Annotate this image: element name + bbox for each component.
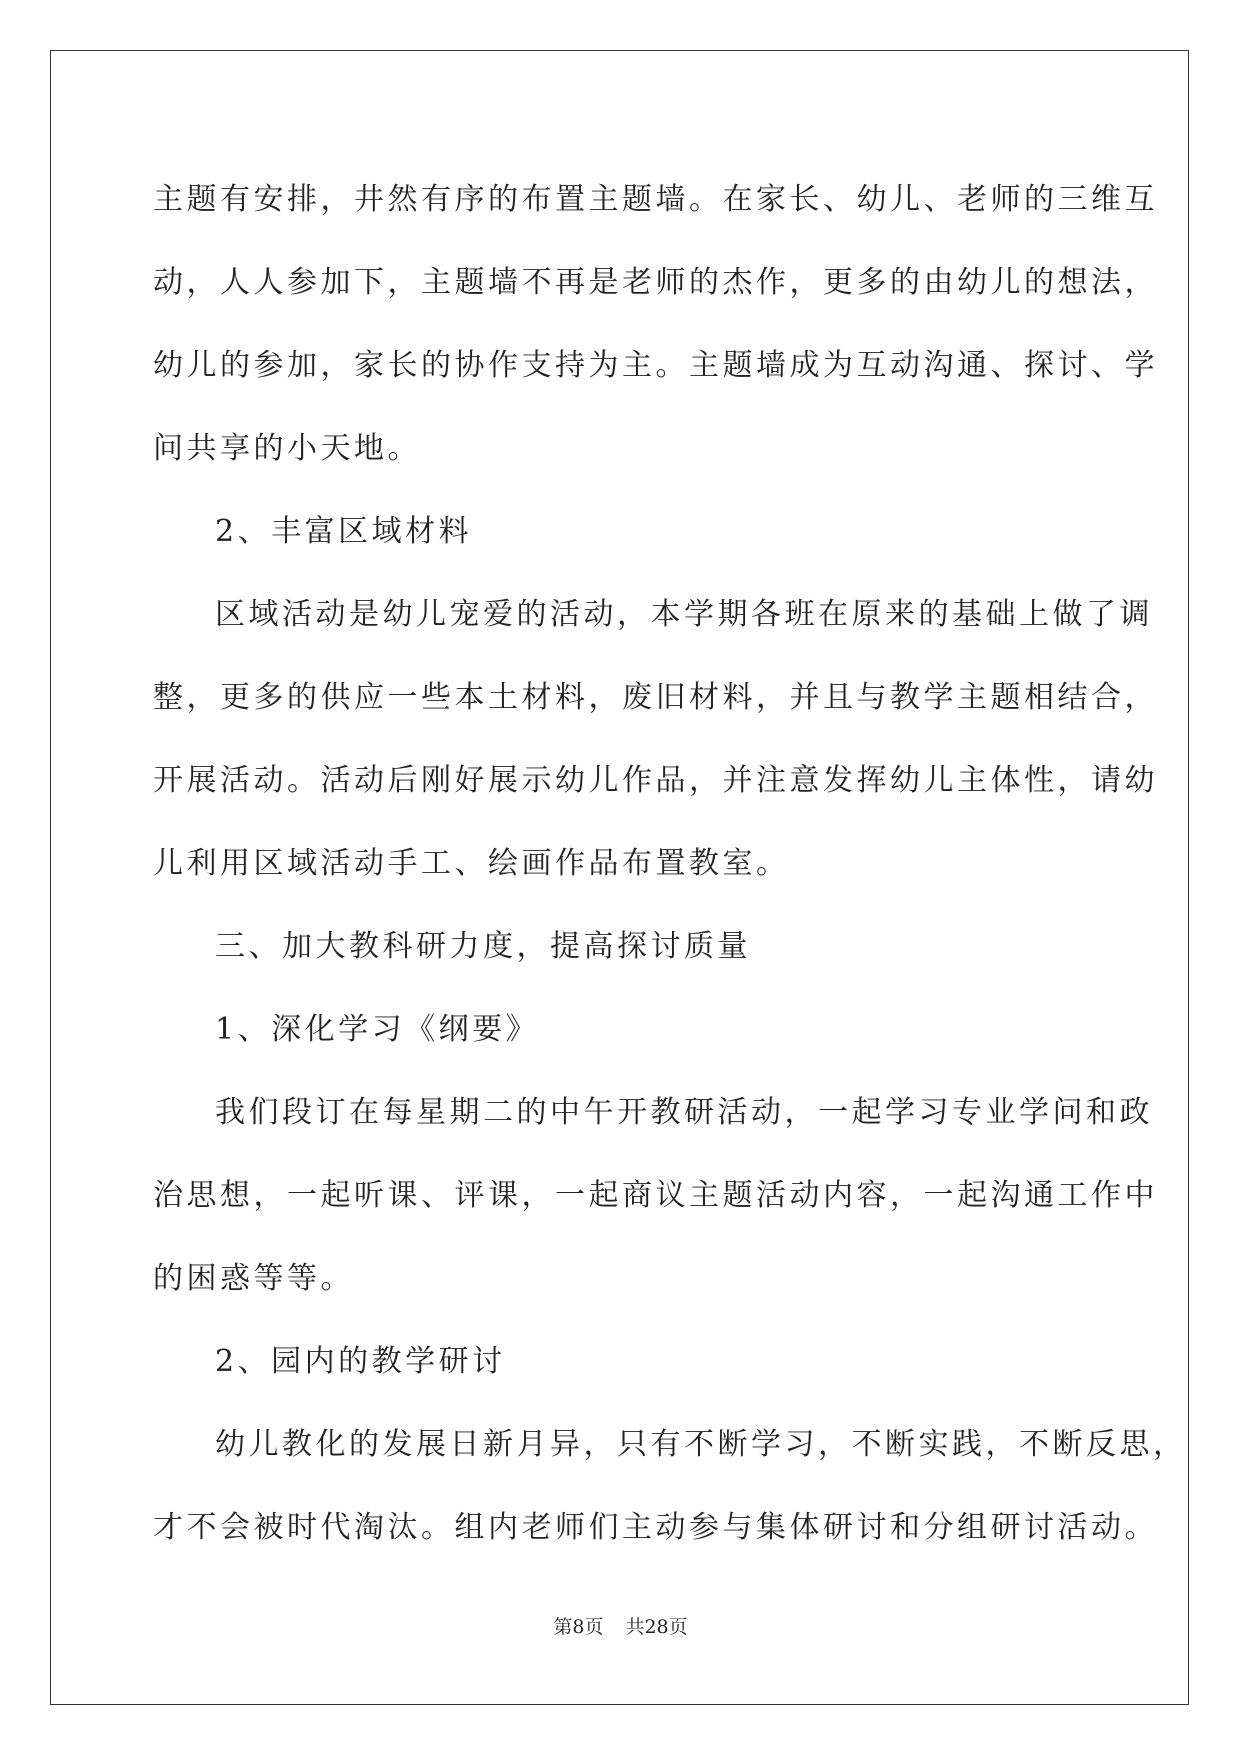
body-line: 的困惑等等。 [153,1261,354,1296]
body-line: 主题有安排，井然有序的布置主题墙。在家长、幼儿、老师的三维互 [153,182,1158,217]
section-heading: 2、园内的教学研讨 [215,1344,506,1379]
body-line: 儿利用区域活动手工、绘画作品布置教室。 [153,846,790,881]
body-line: 治思想，一起听课、评课，一起商议主题活动内容，一起沟通工作中 [153,1178,1158,1213]
body-line: 才不会被时代淘汰。组内老师们主动参与集体研讨和分组研讨活动。 [153,1510,1158,1545]
body-line: 动，人人参加下，主题墙不再是老师的杰作，更多的由幼儿的想法， [153,265,1158,300]
paragraph-first-line: 幼儿教化的发展日新月异，只有不断学习，不断实践，不断反思， [215,1427,1187,1462]
section-heading: 1、深化学习《纲要》 [215,1012,540,1047]
paragraph-first-line: 区域活动是幼儿宠爱的活动，本学期各班在原来的基础上做了调 [215,597,1153,632]
section-heading: 2、丰富区域材料 [215,514,473,549]
body-line: 整，更多的供应一些本土材料，废旧材料，并且与教学主题相结合， [153,680,1158,715]
section-heading: 三、加大教科研力度，提高探讨质量 [215,929,751,964]
document-body [153,158,1187,1569]
page-number: 第8页 [553,1616,604,1638]
body-line: 开展活动。活动后刚好展示幼儿作品，并注意发挥幼儿主体性，请幼 [153,763,1158,798]
page-total: 共28页 [625,1616,688,1638]
page-footer [0,1612,1241,1639]
body-line: 幼儿的参加，家长的协作支持为主。主题墙成为互动沟通、探讨、学 [153,348,1158,383]
body-line: 问共享的小天地。 [153,431,421,466]
paragraph-first-line: 我们段订在每星期二的中午开教研活动，一起学习专业学问和政 [215,1095,1153,1130]
